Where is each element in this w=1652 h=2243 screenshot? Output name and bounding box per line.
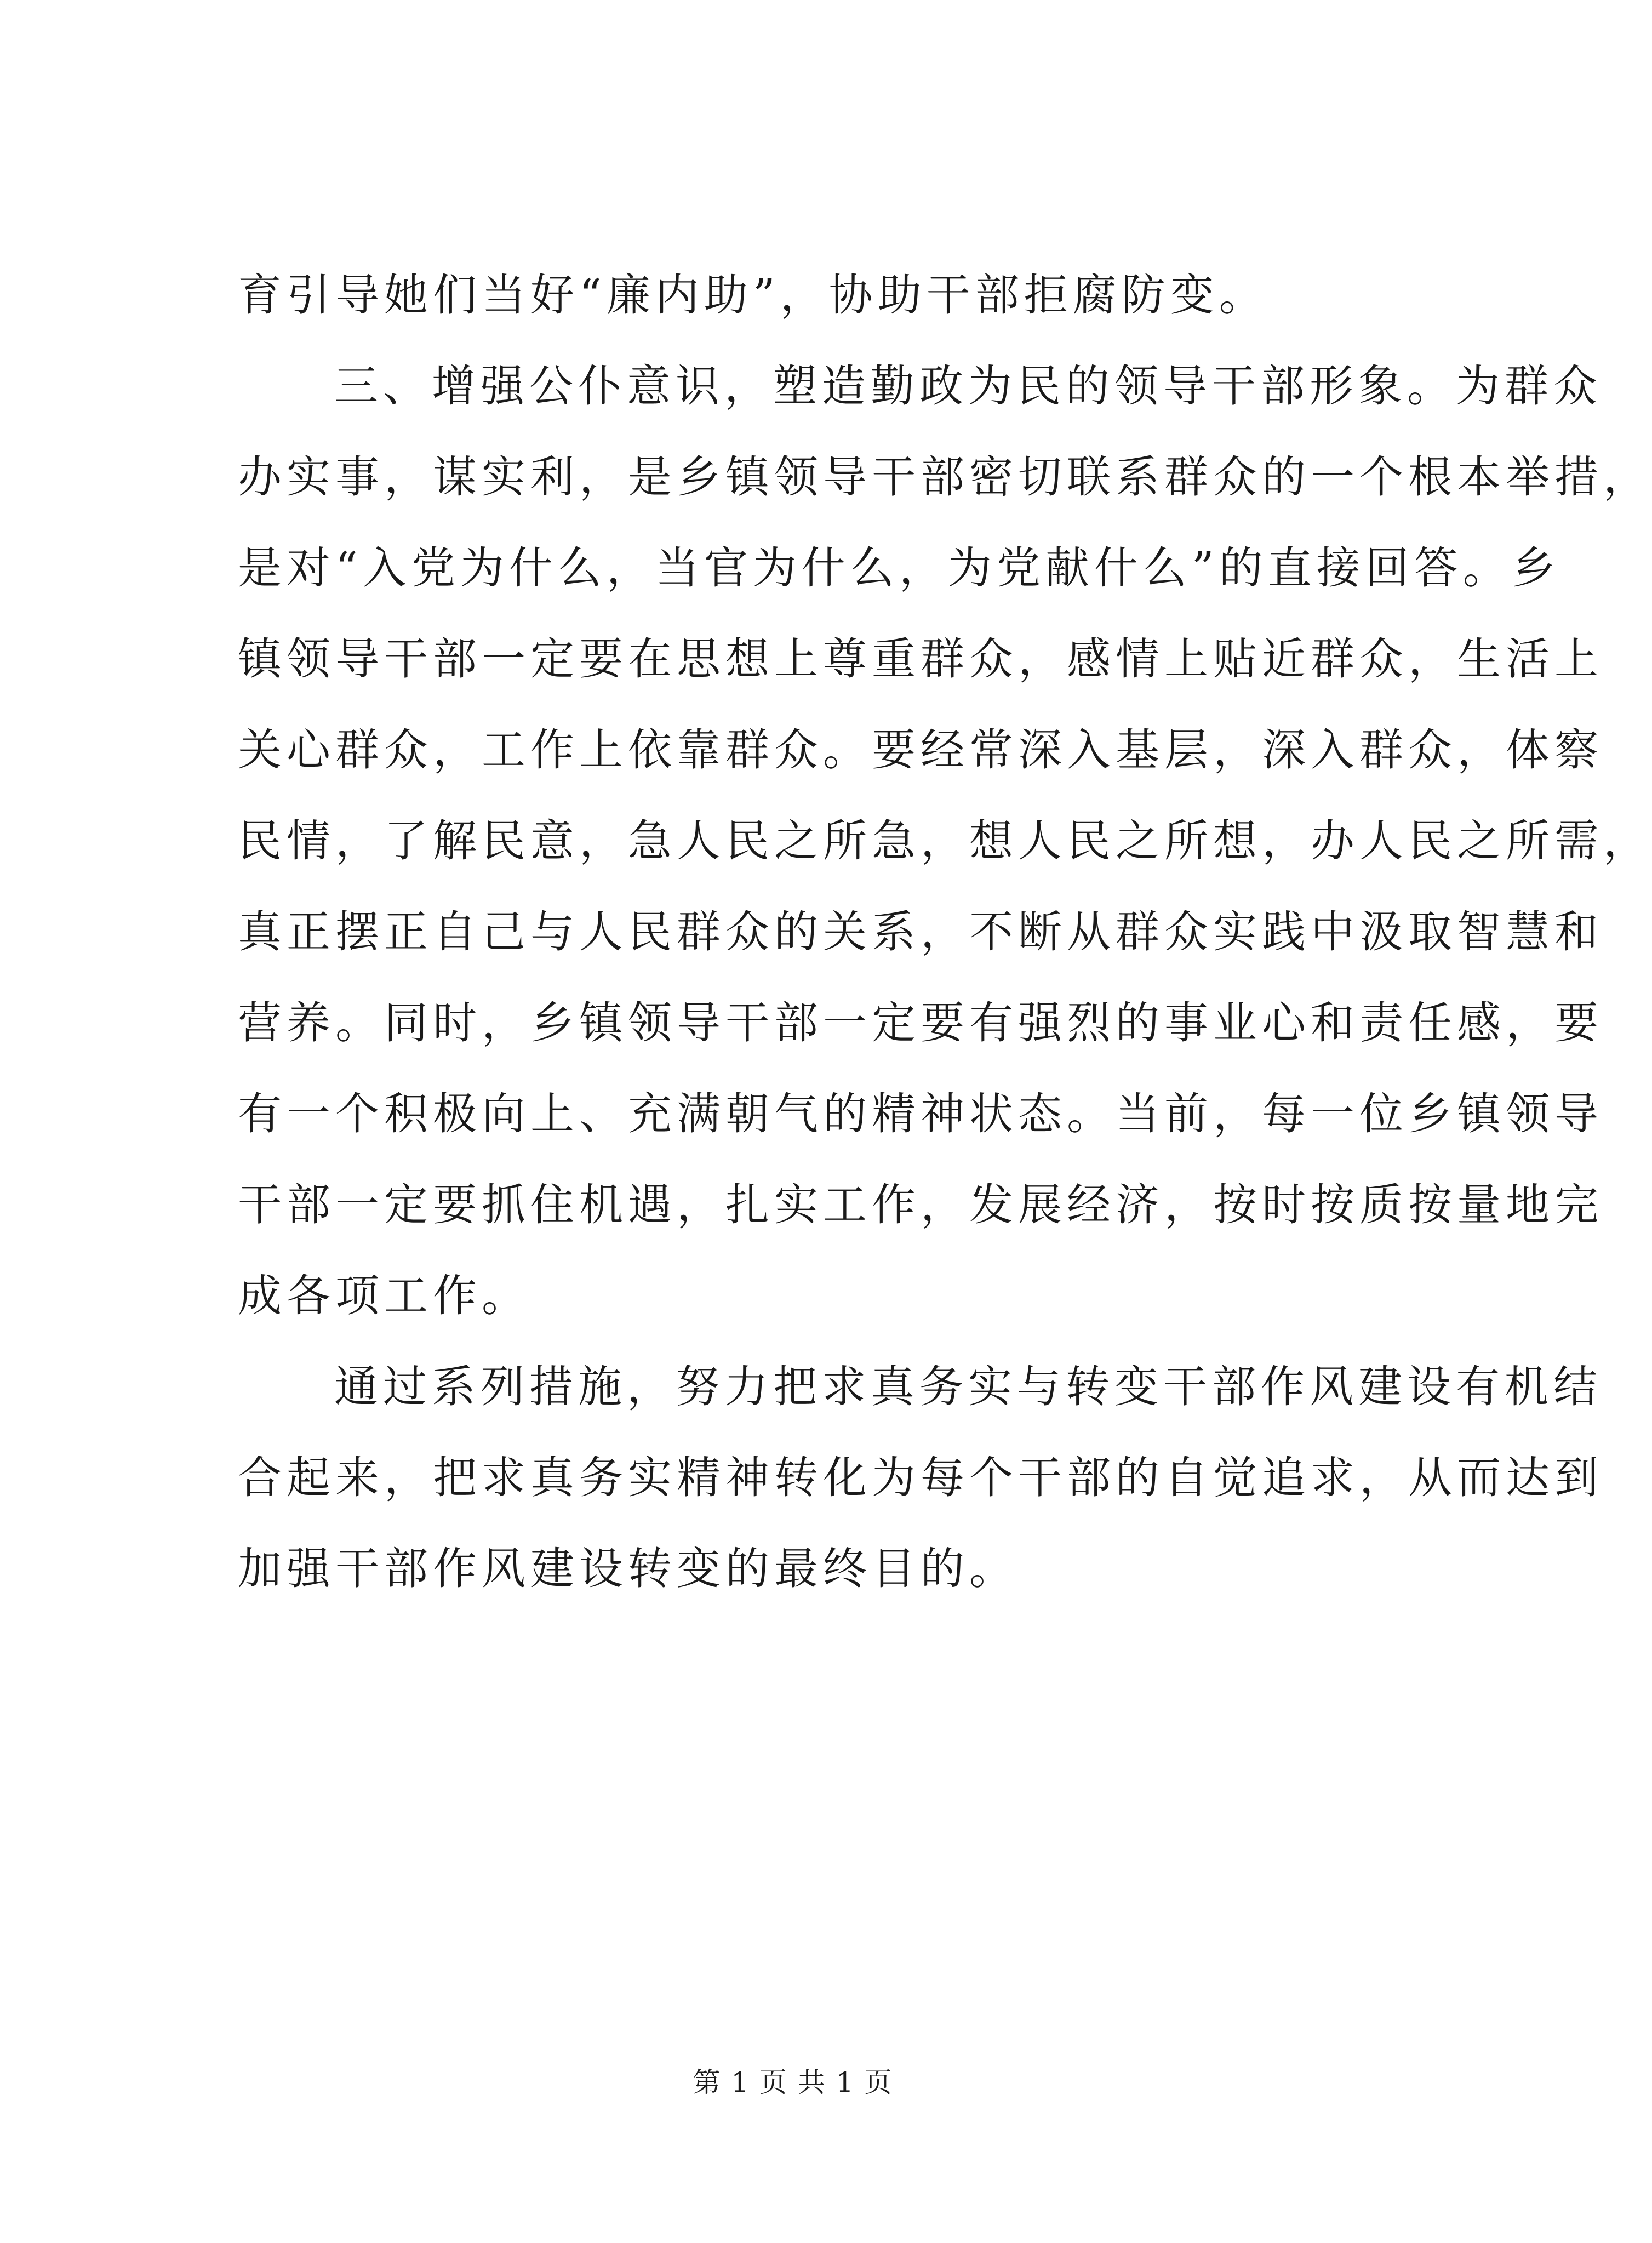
text-line: 成各项工作。	[238, 1270, 530, 1321]
text-line: 加强干部作风建设转变的最终目的。	[238, 1543, 1018, 1594]
text-line: 办实事，谋实利，是乡镇领导干部密切联系群众的一个根本举措，	[238, 452, 1652, 503]
text-line: 三、增强公仆意识，塑造勤政为民的领导干部形象。为群众	[334, 361, 1602, 412]
text-line: 关心群众，工作上依靠群众。要经常深入基层，深入群众，体察	[238, 724, 1603, 775]
page-number-label: 第 1 页 共 1 页	[693, 2067, 893, 2098]
text-line: 真正摆正自己与人民群众的关系，不断从群众实践中汲取智慧和	[238, 906, 1603, 957]
text-line: 是对“入党为什么，当官为什么，为党献什么”的直接回答。乡	[238, 543, 1560, 593]
text-line: 干部一定要抓住机遇，扎实工作，发展经济，按时按质按量地完	[238, 1179, 1603, 1230]
body-text	[238, 269, 1652, 1633]
text-line: 有一个积极向上、充满朝气的精神状态。当前，每一位乡镇领导	[238, 1088, 1603, 1139]
text-line: 民情，了解民意，急人民之所急，想人民之所想，办人民之所需，	[238, 815, 1652, 866]
text-line: 育引导她们当好“廉内助”，协助干部拒腐防变。	[238, 270, 1268, 321]
text-line: 营养。同时，乡镇领导干部一定要有强烈的事业心和责任感，要	[238, 997, 1603, 1048]
text-line: 合起来，把求真务实精神转化为每个干部的自觉追求，从而达到	[238, 1452, 1603, 1503]
page-footer	[0, 2061, 1586, 2100]
text-line: 镇领导干部一定要在思想上尊重群众，感情上贴近群众，生活上	[238, 633, 1603, 684]
text-line: 通过系列措施，努力把求真务实与转变干部作风建设有机结	[334, 1361, 1602, 1412]
